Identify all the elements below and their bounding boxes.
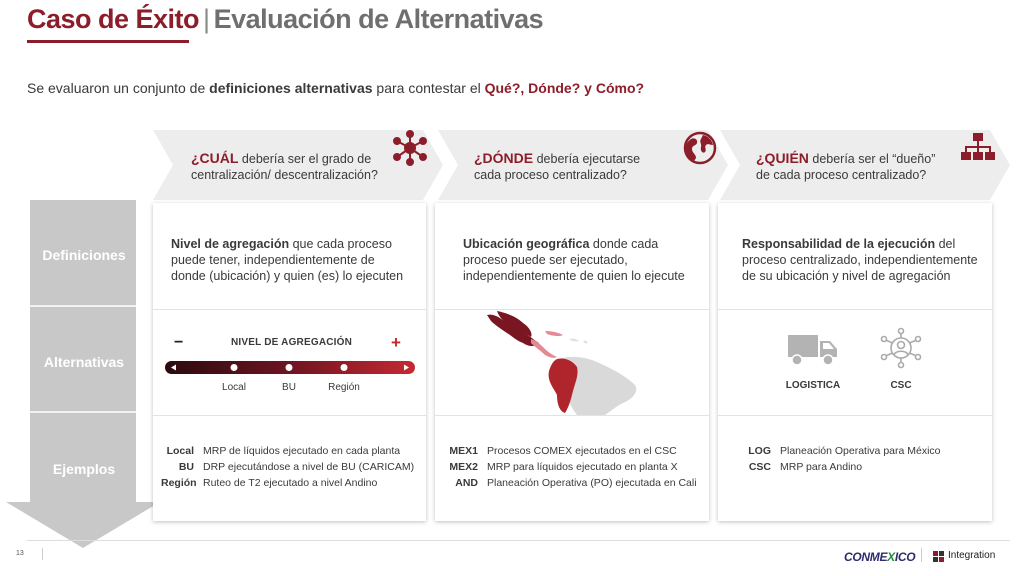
example-key: Local [166,445,194,457]
question-key: ¿DÓNDE [474,150,534,166]
definition-text: donde (ubicación) y quien (es) lo ejecuten [171,269,404,283]
example-text: MRP para Andino [780,461,863,473]
plus-sign: + [391,333,402,352]
logo-separator [921,548,922,562]
chevron-quien [720,130,1010,200]
definition-text: donde cada [589,237,659,251]
slider-tick-local [231,364,238,371]
examples-donde [445,443,697,491]
example-key: Región [161,477,197,489]
logo-part: CONME [844,550,888,564]
example-text: Procesos COMEX ejecutados en el CSC [487,445,677,457]
example-text: Planeación Operativa (PO) ejecutada en Cali [487,477,697,489]
example-key: BU [178,461,194,473]
truck-icon [787,331,839,367]
question-rest: cada proceso centralizado? [474,168,627,182]
card-divider [718,309,992,310]
card-divider [153,309,426,310]
slider-title: NIVEL DE AGREGACIÓN [231,337,353,348]
example-row [161,459,414,475]
card-divider [435,309,709,310]
definition-bold: Responsabilidad de la ejecución [742,237,936,251]
integration-logo-icon [933,551,944,562]
example-text: MRP para líquidos ejecutado en planta X [487,461,678,473]
question-quien [756,150,935,183]
logo-part: ICO [894,550,916,564]
example-row [728,459,941,475]
definition-cual [171,236,403,284]
subtitle-bold: definiciones alternativas [209,80,373,96]
row-label-ejemplos: Ejemplos [52,461,116,477]
subtitle-part1: Se evaluaron un conjunto de [27,80,210,96]
example-text: DRP ejecutándose a nivel de BU (CARICAM) [203,461,415,473]
page-title [27,4,543,35]
example-row [445,443,697,459]
minus-sign: − [174,334,184,351]
definition-text: del [935,237,956,251]
definition-text: puede tener, independientemente de [171,253,375,267]
example-row [445,475,697,491]
page-separator [42,548,43,560]
question-rest: centralización/ descentralización? [191,168,378,182]
footer-divider [27,540,1010,541]
title-red: Caso de Éxito [27,4,200,34]
title-separator: | [203,4,210,34]
question-rest: debería ser el grado de [238,152,372,166]
definition-text: independientemente de quien lo ejecute [463,269,685,283]
card-cual [153,203,426,521]
example-key: MEX2 [449,461,478,473]
alternative-csc: CSC [890,380,912,391]
definition-text: proceso puede ser ejecutado, [463,253,628,267]
subtitle [27,80,644,96]
card-divider [153,415,426,416]
logo-part: X [887,550,895,564]
definition-text: de su ubicación y nivel de agregación [742,269,951,283]
example-row [161,475,414,491]
definition-text: que cada proceso [289,237,392,251]
title-gray: Evaluación de Alternativas [213,4,544,34]
definition-quien [742,236,978,284]
chevron-cual [153,130,443,200]
question-cual [191,150,378,183]
example-key: CSC [748,461,771,473]
examples-quien [728,443,941,475]
card-donde [435,203,709,521]
example-key: MEX1 [449,445,478,457]
card-divider [435,415,709,416]
card-divider [718,415,992,416]
example-row [728,443,941,459]
latam-map-icon [487,311,647,415]
alternative-logistica: LOGISTICA [785,380,841,391]
integration-logo-text: Integration [948,550,996,561]
example-key: LOG [748,445,771,457]
tick-label-bu: BU [282,382,296,393]
network-icon [392,130,428,166]
question-rest: debería ser el “dueño” [808,152,936,166]
title-underline [27,40,189,43]
question-rest: debería ejecutarse [533,152,641,166]
examples-cual [161,443,414,491]
page-number: 13 [16,550,24,557]
example-text: Planeación Operativa para México [780,445,941,457]
shared-services-icon [879,327,923,369]
subtitle-red: Qué?, Dónde? y Cómo? [484,80,645,96]
example-row [445,459,697,475]
question-key: ¿CUÁL [191,150,239,166]
question-rest: de cada proceso centralizado? [756,168,927,182]
conmexico-logo [844,550,915,564]
example-key: AND [455,477,478,489]
question-donde [474,150,640,183]
org-chart-icon [960,130,996,166]
example-text: MRP de líquidos ejecutado en cada planta [203,445,401,457]
slider-tick-bu [286,364,293,371]
example-text: Ruteo de T2 ejecutado a nivel Andino [203,477,378,489]
example-row [161,443,414,459]
row-label-alternativas: Alternativas [43,354,125,370]
definition-bold: Nivel de agregación [171,237,290,251]
tick-label-local: Local [222,382,246,393]
subtitle-part2: para contestar el [372,80,485,96]
definition-donde [463,236,685,284]
aggregation-slider [165,360,415,376]
tick-label-region: Región [328,382,360,393]
row-label-definiciones: Definiciones [42,247,126,263]
globe-icon [682,130,718,166]
card-quien [718,203,992,521]
definition-text: proceso centralizado, independientemente [742,253,978,267]
chevron-donde [438,130,728,200]
definition-bold: Ubicación geográfica [463,237,590,251]
question-key: ¿QUIÉN [756,150,809,166]
slider-tick-region [341,364,348,371]
